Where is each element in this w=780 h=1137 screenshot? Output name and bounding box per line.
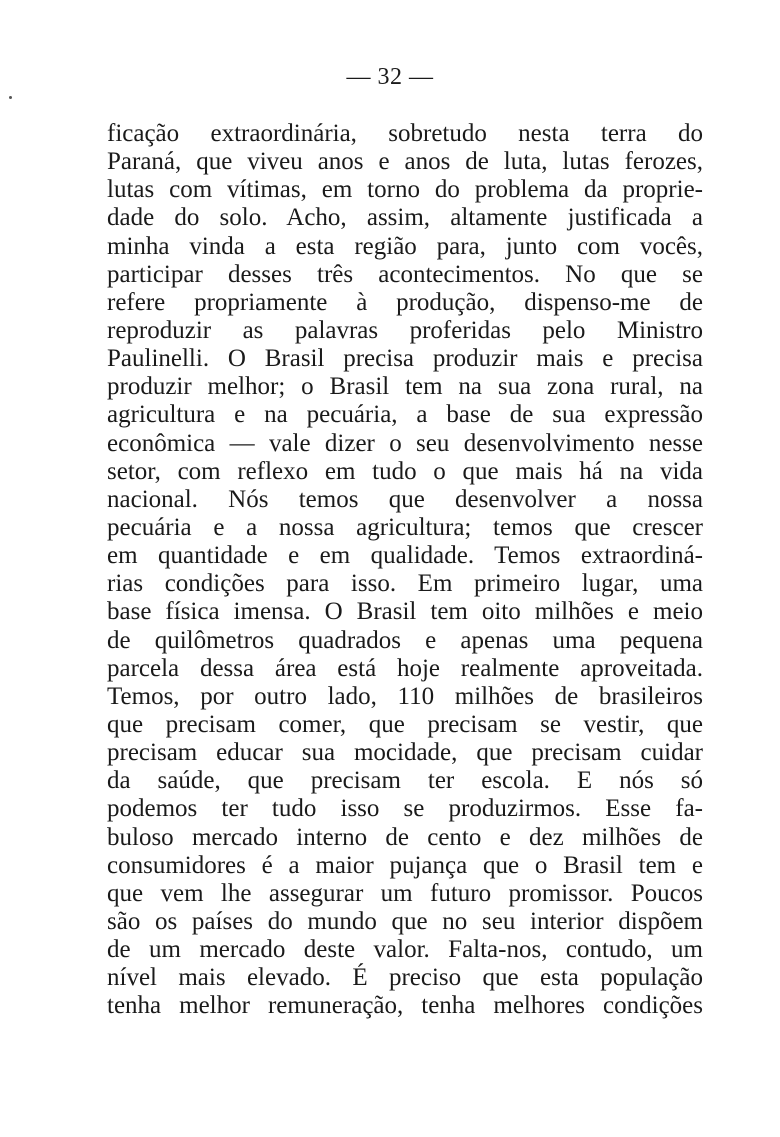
text-line: nível mais elevado. É preciso que esta população <box>107 964 703 992</box>
text-line: da saúde, que precisam ter escola. E nós só <box>107 767 703 795</box>
text-line: consumidores é a maior pujança que o Brasil tem e <box>107 851 703 879</box>
text-line: de um mercado deste valor. Falta-nos, contudo, um <box>107 936 703 964</box>
text-line: Paulinelli. O Brasil precisa produzir mais e precisa <box>107 345 703 373</box>
text-line: podemos ter tudo isso se produzirmos. Esse fa- <box>107 795 703 823</box>
text-line: dade do solo. Acho, assim, altamente justificada a <box>107 204 703 232</box>
text-line: minha vinda a esta região para, junto com vocês, <box>107 232 703 260</box>
text-line: pecuária e a nossa agricultura; temos que crescer <box>107 513 703 541</box>
text-line: tenha melhor remuneração, tenha melhores condições <box>107 992 703 1020</box>
text-line: que vem lhe assegurar um futuro promissor. Poucos <box>107 879 703 907</box>
body-text <box>107 120 703 1021</box>
text-line: Paraná, que viveu anos e anos de luta, lutas ferozes, <box>107 148 703 176</box>
text-line: buloso mercado interno de cento e dez milhões de <box>107 823 703 851</box>
text-line: agricultura e na pecuária, a base de sua expressão <box>107 401 703 429</box>
text-line: produzir melhor; o Brasil tem na sua zona rural, na <box>107 373 703 401</box>
text-line: ficação extraordinária, sobretudo nesta terra do <box>107 120 703 147</box>
text-line: refere propriamente à produção, dispenso-me de <box>107 288 703 316</box>
page-number: — 32 — <box>346 64 434 90</box>
scan-speck <box>9 96 12 99</box>
text-line: em quantidade e em qualidade. Temos extraordiná- <box>107 542 703 570</box>
text-line: reproduzir as palavras proferidas pelo Ministro <box>107 316 703 344</box>
text-line: parcela dessa área está hoje realmente aproveitada. <box>107 654 703 682</box>
text-line: que precisam comer, que precisam se vestir, que <box>107 710 703 738</box>
text-line: setor, com reflexo em tudo o que mais há na vida <box>107 457 703 485</box>
text-line: nacional. Nós temos que desenvolver a nossa <box>107 485 703 513</box>
text-line: Temos, por outro lado, 110 milhões de brasileiros <box>107 682 703 710</box>
text-line: base física imensa. O Brasil tem oito milhões e meio <box>107 598 703 626</box>
text-line: precisam educar sua mocidade, que precisam cuidar <box>107 739 703 767</box>
text-line: rias condições para isso. Em primeiro lugar, uma <box>107 570 703 598</box>
text-line: lutas com vítimas, em torno do problema da proprie- <box>107 176 703 204</box>
text-line: econômica — vale dizer o seu desenvolvimento nesse <box>107 429 703 457</box>
text-line: participar desses três acontecimentos. No que se <box>107 260 703 288</box>
text-line: de quilômetros quadrados e apenas uma pequena <box>107 626 703 654</box>
text-line: são os países do mundo que no seu interior dispõem <box>107 907 703 935</box>
